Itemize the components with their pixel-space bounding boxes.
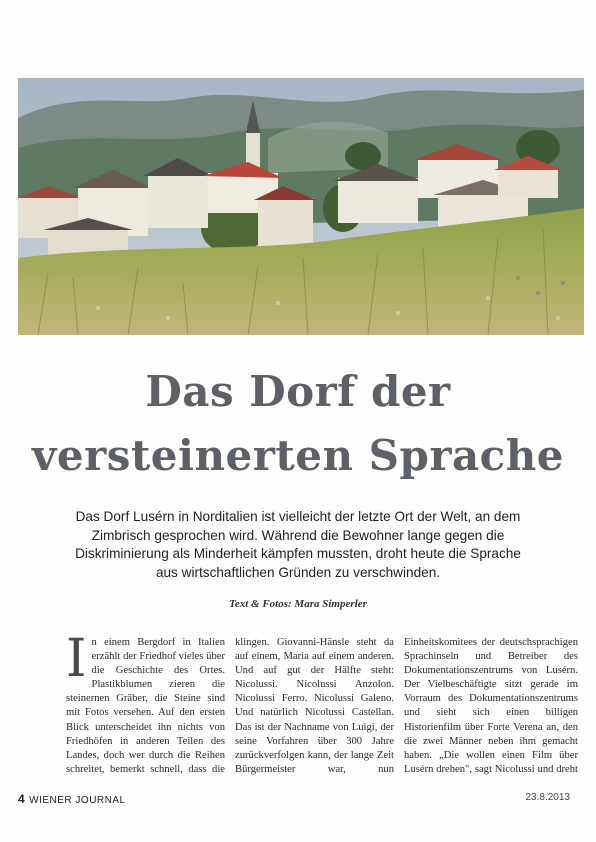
body-column-1-text: n einem Bergdorf in Italien erzählt der Friedhof vieles über die Geschichte des Ortes. Plastikblumen zieren die steinernen Gräber, die Steine sind mit Fotos versehen. Auf den ersten Blick unterscheidet ihn nichts von Friedhöfen in anderen Teilen des Landes, doch wer durch die Reihen schreitet, bemerkt schnell, dass die xyxy=(66,637,225,775)
page-footer-left xyxy=(18,790,126,808)
body-column-3: Einheitskomitees der deutschsprachigen Sprachinseln und Betreiber des Dokumentationszentrums von Lusérn. Der Vielbeschäftigte sitzt gerade im Vorraum des Dokumentationszentrums und sieht sich einen billigen Historienfilm über Forte Verena an, den die zwei Männer neben ihm gemacht haben. „Die wollen einen Film über Lusérn drehen", sagt Nicolussi und dreht xyxy=(404,637,578,775)
village-landscape-image xyxy=(18,78,584,335)
village-photo xyxy=(18,78,584,335)
article-title-line-1: Das Dorf der xyxy=(145,367,451,416)
article-lead: Das Dorf Lusérn in Norditalien ist vielleicht der letzte Ort der Welt, an dem Zimbrisch gesprochen wird. Während die Bewohner lange gegen die Diskriminierung als Minderheit kämpfen mussten, droht heute die Sprache aus wirtschaftlichen Gründen zu verschwinden. xyxy=(75,509,521,580)
body-column-2: klingen. Giovanni-Hänsle steht da auf einem, Maria auf einem anderen. Und auf gut der Hälfte steht: Nicolussi. Nicolussi Anzolon. Nicolussi Ferro. Nicolussi Galeno. Und natürlich Nicolussi Castellan. Das ist der Nachname von Luigi, der seine Vorfahren über 300 Jahre zurückverfolgen kann, der lange Zeit Bürgermeister war, nun xyxy=(235,637,394,775)
body-column-1 xyxy=(66,636,225,776)
article-title-line-2: versteinerten Sprache xyxy=(31,431,564,480)
publication-name: WIENER JOURNAL xyxy=(29,795,126,806)
issue-date: 23.8.2013 xyxy=(525,792,570,803)
article-byline: Text & Fotos: Mara Simperler xyxy=(229,598,367,610)
drop-cap: I xyxy=(66,636,87,689)
page-number: 4 xyxy=(18,792,25,806)
